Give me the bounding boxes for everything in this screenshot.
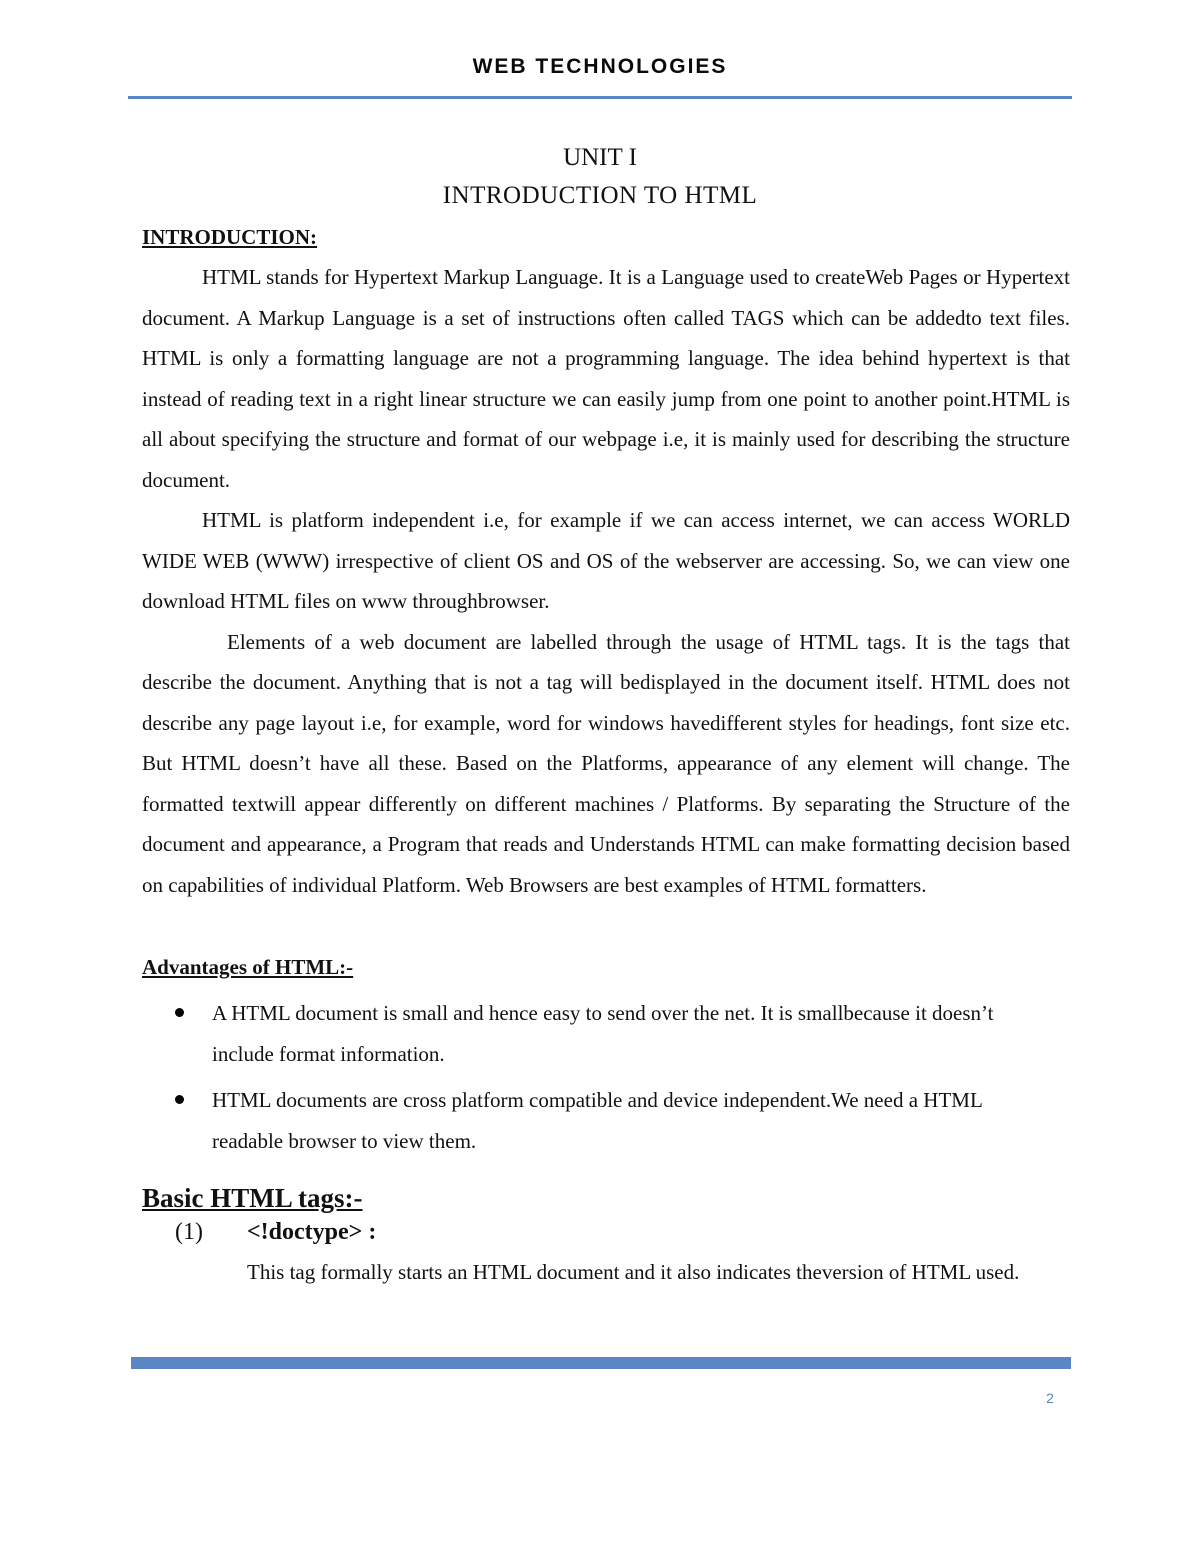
advantage-text: A HTML document is small and hence easy to send over the net. It is smallbecause it doesn’t include format information.: [212, 1001, 994, 1066]
tag-description: This tag formally starts an HTML document and it also indicates theversion of HTML used.: [247, 1260, 1020, 1284]
intro-paragraph-3: Elements of a web document are labelled through the usage of HTML tags. It is the tags that describe the document. Anything that is not a tag will bedisplayed in the document itself. HTML does not describe any page layout i.e, for example, word for windows havedifferent styles for headings, font size etc. But HTML doesn’t have all these. Based on the Platforms, appearance of any element will change. The formatted textwill appear differently on different machines / Platforms. By separating the Structure of the document and appearance, a Program that reads and Understands HTML can make formatting decision based on capabilities of individual Platform. Web Browsers are best examples of HTML formatters.: [142, 629, 1070, 897]
page-number: 2: [1046, 1390, 1054, 1406]
list-item: [175, 1080, 1045, 1161]
chapter-title: INTRODUCTION TO HTML: [442, 182, 758, 209]
introduction-body: [142, 257, 1070, 905]
bullet-icon: [175, 1095, 184, 1104]
running-header: WEB TECHNOLOGIES: [472, 55, 728, 78]
introduction-heading: INTRODUCTION:: [142, 225, 318, 249]
header-rule: [128, 96, 1072, 99]
tag-name: <!doctype> :: [247, 1219, 377, 1245]
footer-rule: [131, 1357, 1071, 1369]
intro-paragraph-2: HTML is platform independent i.e, for example if we can access internet, we can access WORLD WIDE WEB (WWW) irrespective of client OS and OS of the webserver are accessing. So, we can view one download HTML files on www throughbrowser.: [142, 508, 1070, 613]
tag-number: (1): [175, 1219, 203, 1245]
intro-paragraph-1: HTML stands for Hypertext Markup Language. It is a Language used to createWeb Pages or Hypertext document. A Markup Language is a set of instructions often called TAGS which can be addedto text files. HTML is only a formatting language are not a programming language. The idea behind hypertext is that instead of reading text in a right linear structure we can easily jump from one point to another point.HTML is all about specifying the structure and format of our webpage i.e, it is mainly used for describing the structure document.: [142, 265, 1070, 492]
advantages-heading: Advantages of HTML:-: [142, 955, 354, 979]
unit-title: UNIT I: [563, 144, 637, 171]
basic-tags-heading: Basic HTML tags:-: [142, 1183, 363, 1213]
advantage-text: HTML documents are cross platform compatible and device independent.We need a HTML readable browser to view them.: [212, 1088, 982, 1153]
list-item: [175, 993, 1045, 1074]
advantages-list: [175, 993, 1045, 1167]
bullet-icon: [175, 1008, 184, 1017]
